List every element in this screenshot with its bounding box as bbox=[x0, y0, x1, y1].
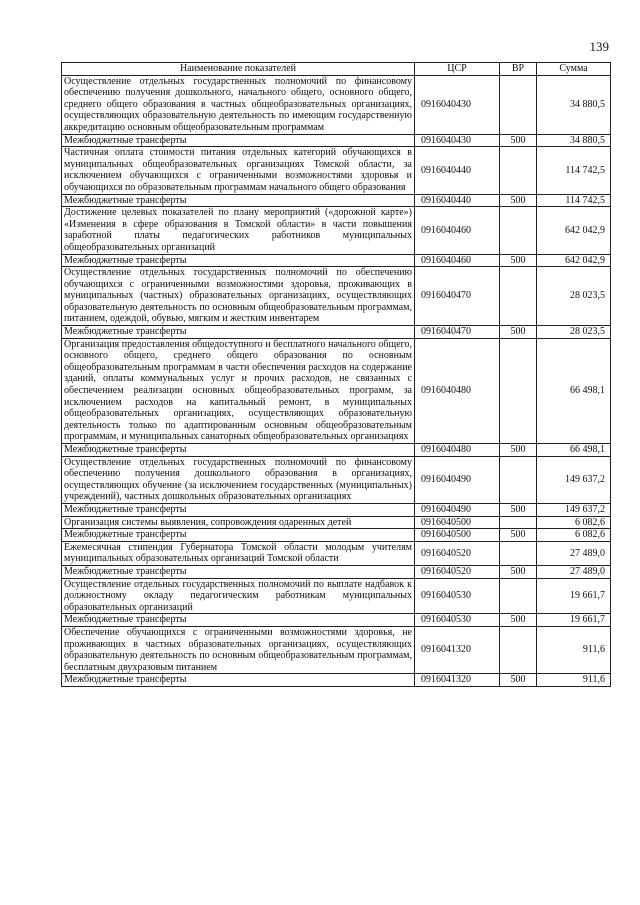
cell-name: Осуществление отдельных государственных полномочий по обеспечению обучающихся с ограниченными возможностями здоровья, проживающих в муниципальных (частных) образовательных организациях, осуществляющих образовательную деятельность по основным общеобразовательным программам, питанием, одеждой, обувью, мягким и жестким инвентарем bbox=[62, 267, 415, 326]
table-row bbox=[62, 194, 611, 207]
cell-csr: 0916040460 bbox=[415, 254, 500, 267]
table-row bbox=[62, 529, 611, 542]
cell-vr bbox=[500, 578, 537, 614]
cell-csr: 0916040490 bbox=[415, 456, 500, 503]
cell-csr: 0916040520 bbox=[415, 565, 500, 578]
table-row bbox=[62, 541, 611, 565]
table-row bbox=[62, 626, 611, 673]
table-header-row bbox=[62, 63, 611, 76]
cell-name: Межбюджетные трансферты bbox=[62, 326, 415, 339]
cell-name: Межбюджетные трансферты bbox=[62, 614, 415, 627]
cell-vr: 500 bbox=[500, 134, 537, 147]
cell-name: Межбюджетные трансферты bbox=[62, 503, 415, 516]
cell-sum: 66 498,1 bbox=[537, 444, 611, 457]
cell-name: Достижение целевых показателей по плану мероприятий («дорожной карте») «Изменения в сфере образования в Томской области» в части повышения заработной платы педагогических работников муниципальных общеобразовательных организаций bbox=[62, 207, 415, 254]
table-row bbox=[62, 254, 611, 267]
cell-sum: 27 489,0 bbox=[537, 565, 611, 578]
cell-sum: 911,6 bbox=[537, 674, 611, 687]
cell-csr: 0916040500 bbox=[415, 529, 500, 542]
table-row bbox=[62, 326, 611, 339]
header-vr: ВР bbox=[500, 63, 537, 76]
cell-sum: 6 082,6 bbox=[537, 516, 611, 529]
cell-csr: 0916041320 bbox=[415, 626, 500, 673]
cell-csr: 0916040480 bbox=[415, 444, 500, 457]
cell-csr: 0916040440 bbox=[415, 147, 500, 194]
cell-csr: 0916040530 bbox=[415, 614, 500, 627]
cell-name: Осуществление отдельных государственных полномочий по финансовому обеспечению получения дошкольного, начального общего, основного общего, среднего общего образования в частных общеобразовательных организациях, осуществляющих образовательную деятельность по имеющим государственную аккредитацию основным общеобразовательным программам bbox=[62, 75, 415, 134]
cell-sum: 19 661,7 bbox=[537, 614, 611, 627]
cell-csr: 0916040430 bbox=[415, 134, 500, 147]
cell-name: Ежемесячная стипендия Губернатора Томской области молодым учителям муниципальных образовательных организаций Томской области bbox=[62, 541, 415, 565]
cell-name: Межбюджетные трансферты bbox=[62, 529, 415, 542]
cell-sum: 34 880,5 bbox=[537, 75, 611, 134]
cell-csr: 0916041320 bbox=[415, 674, 500, 687]
cell-csr: 0916040460 bbox=[415, 207, 500, 254]
cell-sum: 642 042,9 bbox=[537, 254, 611, 267]
cell-vr: 500 bbox=[500, 503, 537, 516]
cell-vr bbox=[500, 267, 537, 326]
header-name: Наименование показателей bbox=[62, 63, 415, 76]
table-row bbox=[62, 614, 611, 627]
cell-vr: 500 bbox=[500, 326, 537, 339]
cell-vr bbox=[500, 541, 537, 565]
table-row bbox=[62, 503, 611, 516]
cell-sum: 114 742,5 bbox=[537, 194, 611, 207]
cell-name: Межбюджетные трансферты bbox=[62, 565, 415, 578]
cell-sum: 114 742,5 bbox=[537, 147, 611, 194]
table-row bbox=[62, 134, 611, 147]
cell-vr: 500 bbox=[500, 674, 537, 687]
cell-sum: 27 489,0 bbox=[537, 541, 611, 565]
cell-name: Осуществление отдельных государственных полномочий по финансовому обеспечению получения дошкольного образования в организациях, осуществляющих обучение (за исключением государственных (муниципальных) учреждений), частных дошкольных образовательных организациях bbox=[62, 456, 415, 503]
header-sum: Сумма bbox=[537, 63, 611, 76]
cell-csr: 0916040440 bbox=[415, 194, 500, 207]
table-row bbox=[62, 565, 611, 578]
cell-vr: 500 bbox=[500, 614, 537, 627]
cell-sum: 642 042,9 bbox=[537, 207, 611, 254]
cell-sum: 66 498,1 bbox=[537, 338, 611, 443]
cell-name: Организация предоставления общедоступного и бесплатного начального общего, основного общего, среднего общего образования по основным общеобразовательным программам в части обеспечения расходов на содержание зданий, оплаты коммунальных услуг и прочих расходов, не связанных с обеспечением реализации основных общеобразовательных программ, за исключением расходов на капитальный ремонт, в муниципальных общеобразовательных организациях, осуществляющих образовательную деятельность только по адаптированным основным общеобразовательным программам, и муниципальных санаторных общеобразовательных организациях bbox=[62, 338, 415, 443]
cell-csr: 0916040470 bbox=[415, 267, 500, 326]
cell-vr: 500 bbox=[500, 444, 537, 457]
table-row bbox=[62, 578, 611, 614]
cell-vr bbox=[500, 75, 537, 134]
cell-sum: 28 023,5 bbox=[537, 326, 611, 339]
cell-name: Межбюджетные трансферты bbox=[62, 194, 415, 207]
cell-vr: 500 bbox=[500, 565, 537, 578]
cell-name: Частичная оплата стоимости питания отдельных категорий обучающихся в муниципальных общеобразовательных организациях Томской области, за исключением обучающихся с ограниченными возможностями здоровья и обучающихся по образовательным программам начального общего образования bbox=[62, 147, 415, 194]
cell-sum: 34 880,5 bbox=[537, 134, 611, 147]
table-row bbox=[62, 444, 611, 457]
page-number: 139 bbox=[589, 39, 609, 54]
cell-csr: 0916040500 bbox=[415, 516, 500, 529]
cell-sum: 28 023,5 bbox=[537, 267, 611, 326]
cell-name: Организация системы выявления, сопровождения одаренных детей bbox=[62, 516, 415, 529]
cell-sum: 149 637,2 bbox=[537, 503, 611, 516]
cell-name: Межбюджетные трансферты bbox=[62, 254, 415, 267]
cell-csr: 0916040430 bbox=[415, 75, 500, 134]
cell-name: Межбюджетные трансферты bbox=[62, 444, 415, 457]
cell-sum: 6 082,6 bbox=[537, 529, 611, 542]
table-row bbox=[62, 267, 611, 326]
cell-vr bbox=[500, 338, 537, 443]
cell-vr: 500 bbox=[500, 529, 537, 542]
table-row bbox=[62, 338, 611, 443]
table-row bbox=[62, 516, 611, 529]
cell-sum: 911,6 bbox=[537, 626, 611, 673]
header-csr: ЦСР bbox=[415, 63, 500, 76]
budget-table bbox=[61, 62, 611, 687]
cell-sum: 149 637,2 bbox=[537, 456, 611, 503]
cell-vr bbox=[500, 516, 537, 529]
cell-name: Обеспечение обучающихся с ограниченными возможностями здоровья, не проживающих в частных образовательных организациях, осуществляющих образовательную деятельность по основным общеобразовательным программам, бесплатным двухразовым питанием bbox=[62, 626, 415, 673]
table-row bbox=[62, 147, 611, 194]
cell-csr: 0916040490 bbox=[415, 503, 500, 516]
cell-name: Межбюджетные трансферты bbox=[62, 134, 415, 147]
cell-csr: 0916040470 bbox=[415, 326, 500, 339]
cell-vr: 500 bbox=[500, 194, 537, 207]
cell-name: Осуществление отдельных государственных полномочий по выплате надбавок к должностному окладу педагогическим работникам муниципальных образовательных организаций bbox=[62, 578, 415, 614]
cell-sum: 19 661,7 bbox=[537, 578, 611, 614]
table-row bbox=[62, 674, 611, 687]
table-row bbox=[62, 207, 611, 254]
table-body bbox=[62, 75, 611, 686]
table-row bbox=[62, 456, 611, 503]
cell-vr: 500 bbox=[500, 254, 537, 267]
cell-name: Межбюджетные трансферты bbox=[62, 674, 415, 687]
cell-csr: 0916040520 bbox=[415, 541, 500, 565]
cell-csr: 0916040480 bbox=[415, 338, 500, 443]
cell-vr bbox=[500, 456, 537, 503]
cell-vr bbox=[500, 626, 537, 673]
table-row bbox=[62, 75, 611, 134]
cell-vr bbox=[500, 147, 537, 194]
cell-vr bbox=[500, 207, 537, 254]
cell-csr: 0916040530 bbox=[415, 578, 500, 614]
